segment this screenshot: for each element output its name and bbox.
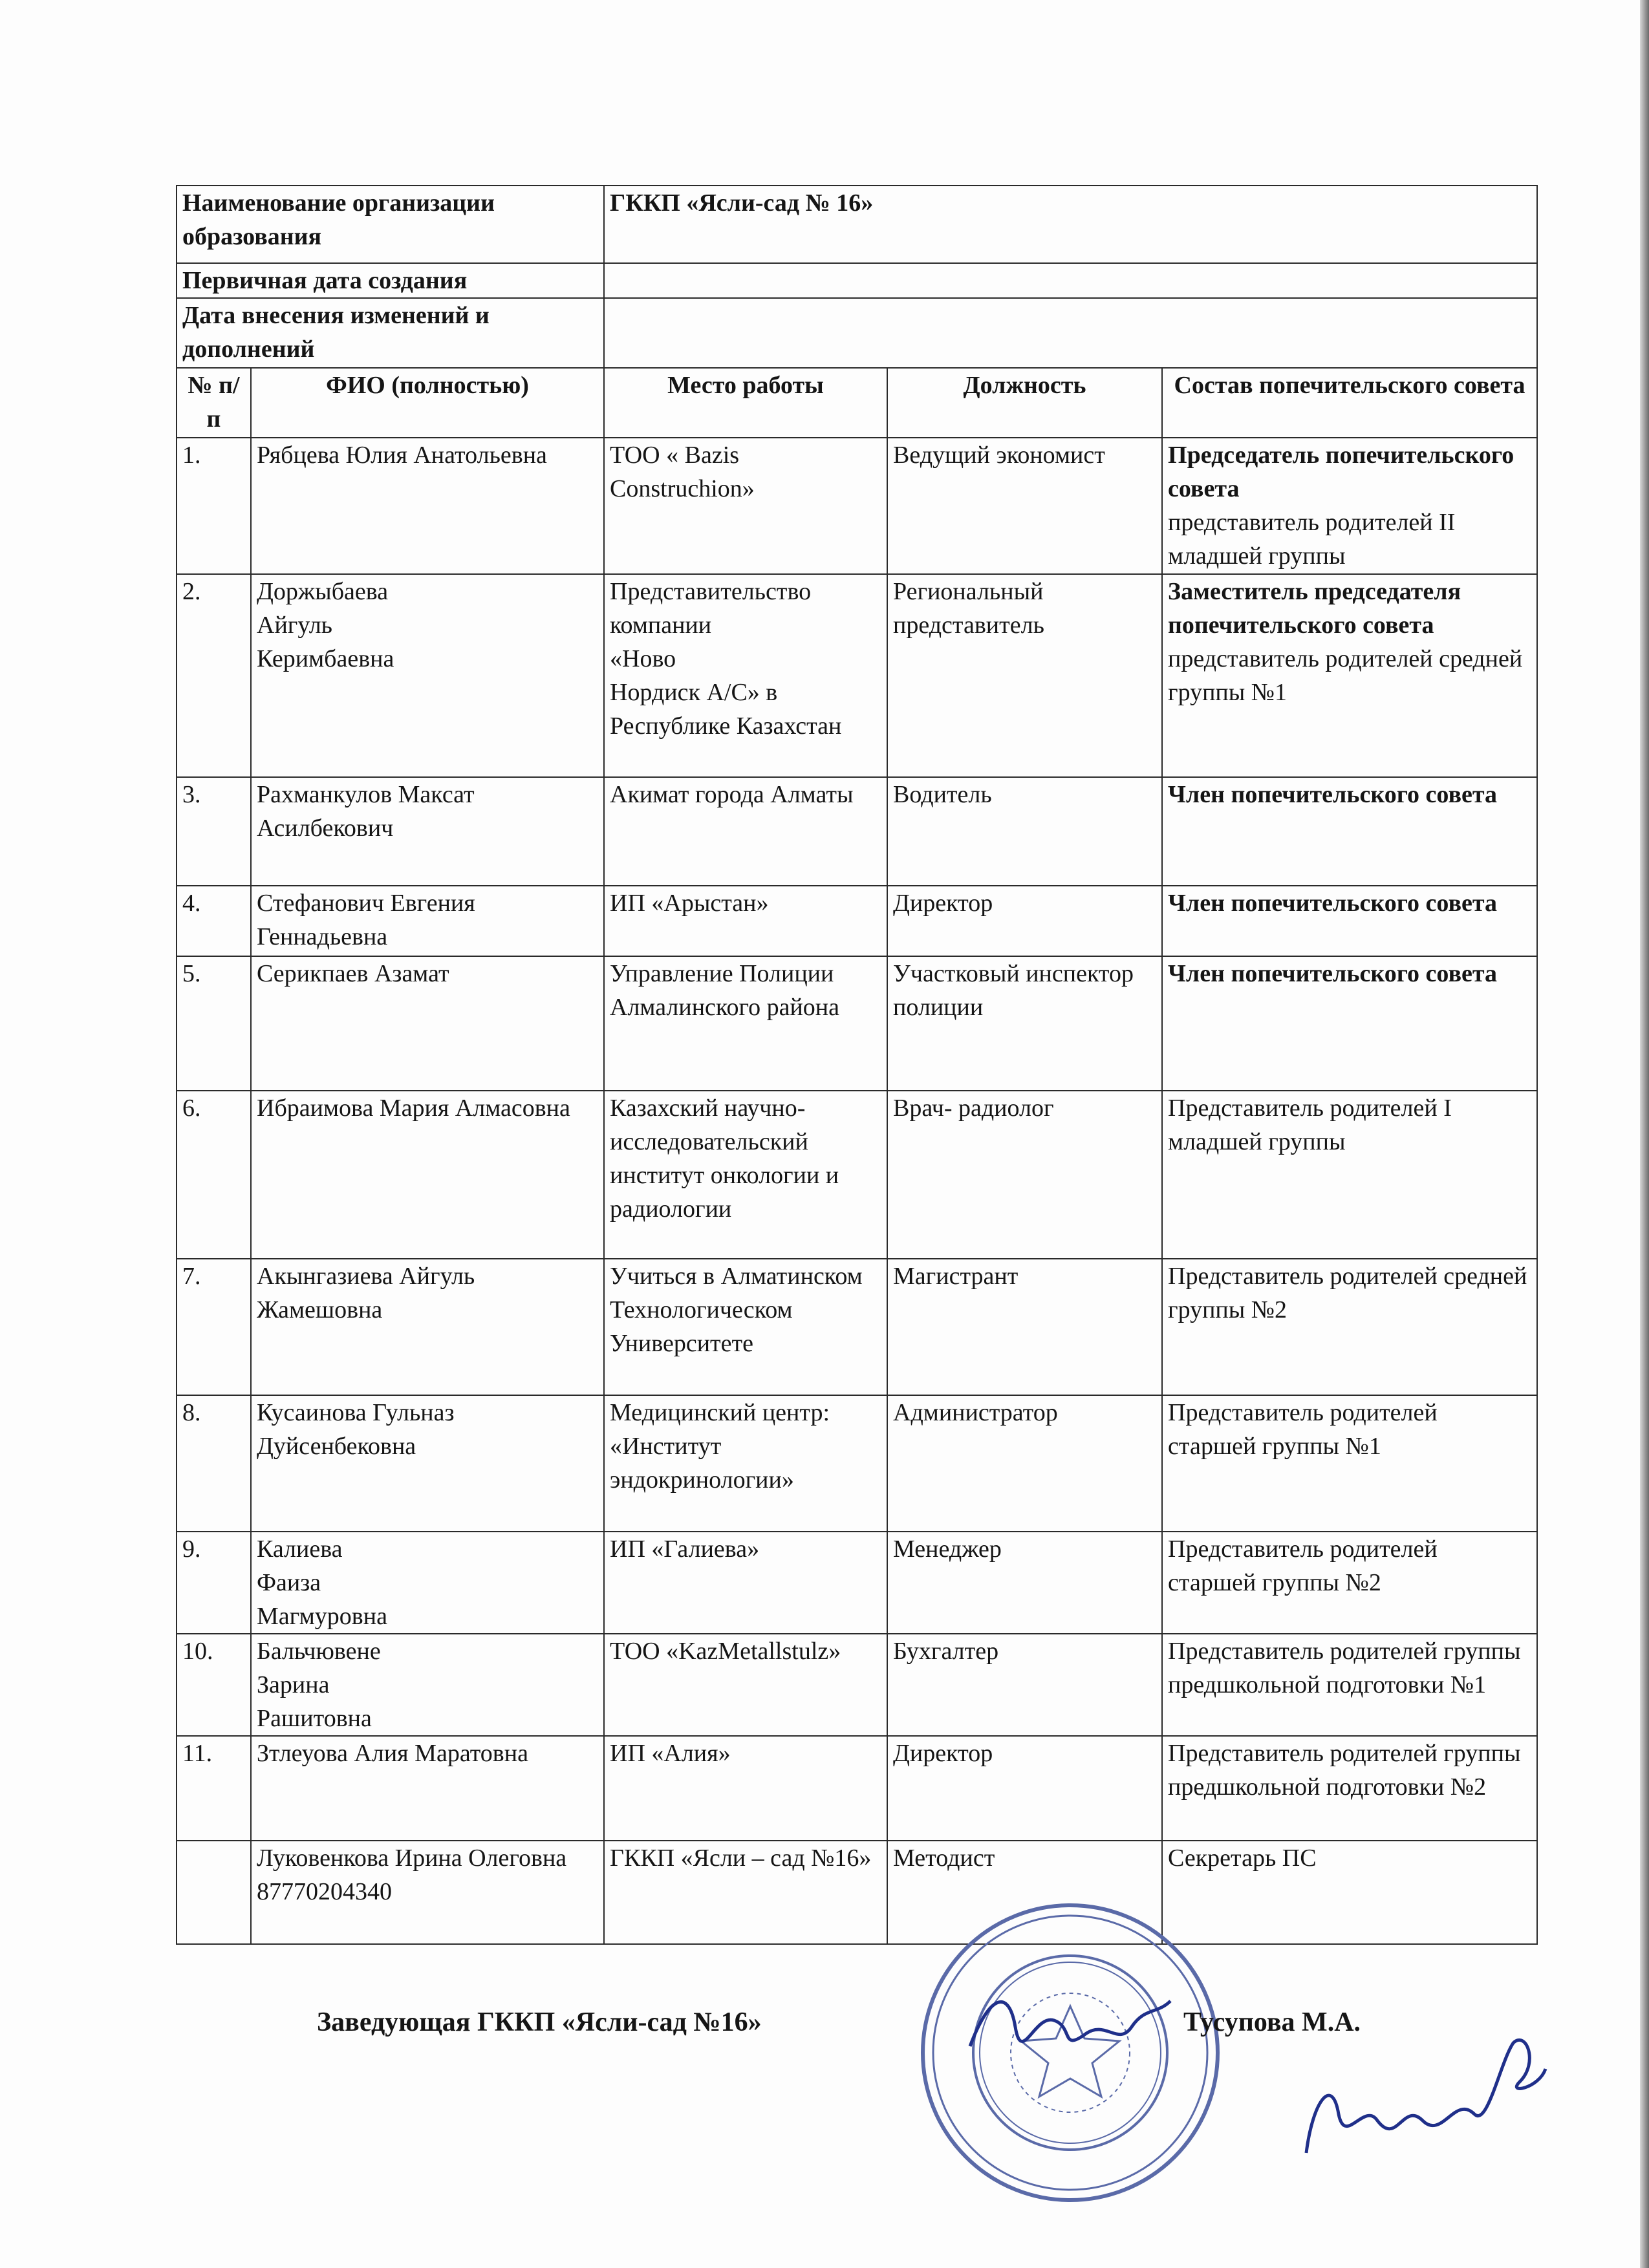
row-number-cell: 2. — [177, 574, 251, 777]
table-row — [177, 956, 1537, 1091]
workplace-cell: ТОО «KazMetallstulz» — [604, 1634, 887, 1736]
position-cell: Директор — [887, 886, 1162, 956]
member-name-cell: Кусаинова Гульназ Дуйсенбековна — [251, 1395, 604, 1532]
board-role-cell — [1162, 1634, 1537, 1736]
table-row — [177, 1736, 1537, 1841]
board-role-title: Председатель попечительского совета — [1168, 442, 1514, 502]
board-role-description: Представитель родителей старшей группы №2 — [1168, 1535, 1438, 1596]
board-role-cell — [1162, 1395, 1537, 1532]
table-row — [177, 1091, 1537, 1259]
member-name-cell: Бальчювене Зарина Рашитовна — [251, 1634, 604, 1736]
position-cell: Врач- радиолог — [887, 1091, 1162, 1259]
board-role-description: Представитель родителей старшей группы №1 — [1168, 1399, 1438, 1460]
member-name-cell: Луковенкова Ирина Олеговна 87770204340 — [251, 1841, 604, 1944]
trustee-board-table — [176, 185, 1538, 1945]
position-cell: Региональный представитель — [887, 574, 1162, 777]
position-cell: Методист — [887, 1841, 1162, 1944]
table-row — [177, 438, 1537, 574]
board-role-description: Представитель родителей группы предшкольной подготовки №1 — [1168, 1638, 1521, 1698]
position-cell: Водитель — [887, 777, 1162, 886]
table-row — [177, 1259, 1537, 1395]
col-header-position: Должность — [887, 368, 1162, 438]
workplace-cell: ТОО « Bazis Construchion» — [604, 438, 887, 574]
board-role-title: Заместитель председателя попечительского совета — [1168, 578, 1461, 639]
col-header-workplace: Место работы — [604, 368, 887, 438]
member-name-cell: Ибраимова Мария Алмасовна — [251, 1091, 604, 1259]
row-number-cell: 11. — [177, 1736, 251, 1841]
row-number-cell — [177, 1841, 251, 1944]
board-role-title: Член попечительского совета — [1168, 890, 1497, 917]
col-header-name: ФИО (полностью) — [251, 368, 604, 438]
column-header-row — [177, 368, 1537, 438]
workplace-cell: Казахский научно-исследовательский институт онкологии и радиологии — [604, 1091, 887, 1259]
scan-edge-shadow — [1640, 0, 1649, 2268]
member-name-cell: Рахманкулов Максат Асилбекович — [251, 777, 604, 886]
row-number-cell: 9. — [177, 1532, 251, 1634]
org-name-row — [177, 186, 1537, 263]
board-role-description: Представитель родителей группы предшкольной подготовки №2 — [1168, 1740, 1521, 1801]
org-name-label: Наименование организации образования — [177, 186, 604, 263]
creation-date-label: Первичная дата создания — [177, 263, 604, 298]
footer-head-name: Тусупова М.А. — [1183, 2007, 1361, 2037]
board-role-title: Член попечительского совета — [1168, 960, 1497, 987]
position-cell: Бухгалтер — [887, 1634, 1162, 1736]
col-header-number: № п/п — [177, 368, 251, 438]
row-number-cell: 10. — [177, 1634, 251, 1736]
table-row — [177, 1395, 1537, 1532]
table-row — [177, 886, 1537, 956]
board-role-description: Представитель родителей I младшей группы — [1168, 1095, 1452, 1155]
board-role-cell — [1162, 1091, 1537, 1259]
row-number-cell: 8. — [177, 1395, 251, 1532]
board-role-cell — [1162, 777, 1537, 886]
board-role-description: представитель родителей II младшей группы — [1168, 509, 1456, 570]
table-row — [177, 1841, 1537, 1944]
changes-date-label: Дата внесения изменений и дополнений — [177, 298, 604, 368]
creation-date-row — [177, 263, 1537, 298]
manager-signature-icon — [964, 1975, 1177, 2079]
org-name-value: ГККП «Ясли-сад № 16» — [604, 186, 1537, 263]
position-cell: Участковый инспектор полиции — [887, 956, 1162, 1091]
table-row — [177, 1634, 1537, 1736]
member-name-cell: Доржыбаева Айгуль Керимбаевна — [251, 574, 604, 777]
footer-head-title: Заведующая ГККП «Ясли-сад №16» — [317, 2007, 762, 2037]
position-cell: Директор — [887, 1736, 1162, 1841]
member-name-cell: Стефанович Евгения Геннадьевна — [251, 886, 604, 956]
changes-date-value — [604, 298, 1537, 368]
board-role-description: Представитель родителей средней группы №2 — [1168, 1263, 1527, 1323]
board-role-cell — [1162, 1736, 1537, 1841]
workplace-cell: Медицинский центр: «Институт эндокринологии» — [604, 1395, 887, 1532]
workplace-cell: ИП «Арыстан» — [604, 886, 887, 956]
workplace-cell: Представительство компании «Ново Нордиск А/С» в Республике Казахстан — [604, 574, 887, 777]
secondary-signature-icon — [1293, 2024, 1552, 2172]
row-number-cell: 6. — [177, 1091, 251, 1259]
col-header-board-role: Состав попечительского совета — [1162, 368, 1537, 438]
position-cell: Менеджер — [887, 1532, 1162, 1634]
creation-date-value — [604, 263, 1537, 298]
member-name-cell: Серикпаев Азамат — [251, 956, 604, 1091]
table-row — [177, 574, 1537, 777]
member-name-cell: Рябцева Юлия Анатольевна — [251, 438, 604, 574]
member-name-cell: Зтлеуова Алия Маратовна — [251, 1736, 604, 1841]
board-role-cell — [1162, 886, 1537, 956]
workplace-cell: ИП «Галиева» — [604, 1532, 887, 1634]
board-role-description: Секретарь ПС — [1168, 1845, 1317, 1872]
member-name-cell: Калиева Фаиза Магмуровна — [251, 1532, 604, 1634]
board-role-cell — [1162, 1532, 1537, 1634]
board-role-cell — [1162, 956, 1537, 1091]
table-row — [177, 777, 1537, 886]
row-number-cell: 3. — [177, 777, 251, 886]
row-number-cell: 4. — [177, 886, 251, 956]
row-number-cell: 7. — [177, 1259, 251, 1395]
member-rows — [177, 438, 1537, 1944]
board-role-cell — [1162, 574, 1537, 777]
workplace-cell: Управление Полиции Алмалинского района — [604, 956, 887, 1091]
position-cell: Администратор — [887, 1395, 1162, 1532]
workplace-cell: Акимат города Алматы — [604, 777, 887, 886]
board-role-cell — [1162, 438, 1537, 574]
board-role-description: представитель родителей средней группы №1 — [1168, 645, 1523, 706]
changes-date-row — [177, 298, 1537, 368]
row-number-cell: 1. — [177, 438, 251, 574]
position-cell: Магистрант — [887, 1259, 1162, 1395]
position-cell: Ведущий экономист — [887, 438, 1162, 574]
workplace-cell: Учиться в Алматинском Технологическом Университете — [604, 1259, 887, 1395]
table-row — [177, 1532, 1537, 1634]
workplace-cell: ИП «Алия» — [604, 1736, 887, 1841]
row-number-cell: 5. — [177, 956, 251, 1091]
board-role-title: Член попечительского совета — [1168, 781, 1497, 808]
member-name-cell: Акынгазиева Айгуль Жамешовна — [251, 1259, 604, 1395]
board-role-cell — [1162, 1259, 1537, 1395]
workplace-cell: ГККП «Ясли – сад №16» — [604, 1841, 887, 1944]
